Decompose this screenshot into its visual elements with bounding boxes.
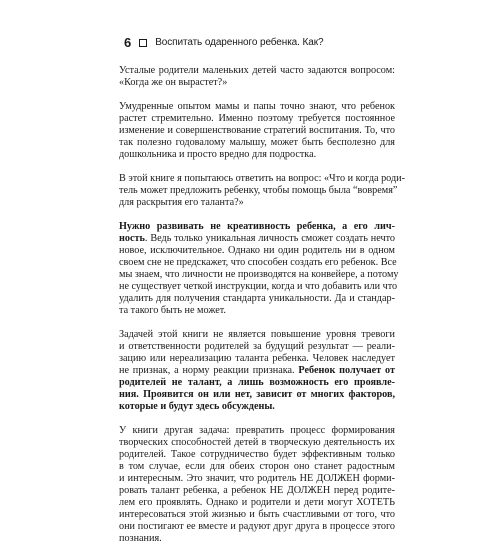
text-line: для раскрытия его таланта?» [119, 197, 244, 208]
paragraph-6 [119, 425, 395, 545]
text-line: растет стремительно. Именно поэтому требуется постоянное [119, 113, 395, 124]
paragraph-3 [119, 173, 406, 209]
text-line: ровать талант ребенка, а ребенок НЕ ДОЛЖЕН перед родите- [119, 485, 395, 496]
page-number: 6 [124, 35, 132, 50]
paragraph-1 [119, 65, 395, 89]
page-header [124, 36, 394, 50]
text-line: В этой книге я попытаюсь ответить на вопрос: «Что и когда роди- [119, 173, 406, 184]
text-line: Умудренные опытом мамы и папы точно знают, что ребенок [119, 101, 395, 112]
text-line: удалить для получения стандарта уникальности. Да и стандар- [119, 293, 395, 304]
bold-run: Ребенок получает от [298, 365, 395, 376]
text-line: не существует четкой инструкции, когда и что добавить или что [119, 281, 398, 292]
text-line [119, 233, 395, 245]
bold-text-line: родителей не талант, а лишь возможность его проявле- [119, 377, 395, 388]
square-bullet-icon [139, 39, 147, 47]
text-line: тель может предложить ребенку, чтобы помощь была “вовремя” [119, 185, 398, 196]
text-line: та такого быть не может. [119, 305, 226, 316]
text-line: Усталые родители маленьких детей часто задаются вопросом: [119, 65, 395, 76]
text-line: и интересным. Это значит, что родитель НЕ ДОЛЖЕН форми- [119, 473, 395, 484]
page-body [119, 65, 406, 557]
text-line: зацию или нереализацию таланта ребенка. Человек наследует [119, 353, 395, 364]
text-line: изменение и совершенствование стратегий воспитания. То, что [119, 125, 395, 136]
text-line: интересоваться этой жизнью и быть счастливыми от того, что [119, 509, 395, 520]
text-run: не признак, а норму реакции признака. [119, 365, 299, 376]
text-line: новое, исключительное. Однако ни один родитель ни в одном [119, 245, 395, 256]
text-line: У книги другая задача: превратить процесс формирования [119, 425, 395, 436]
text-line: и ответственности родителей за будущий результат — реали- [119, 341, 395, 352]
text-line [119, 365, 395, 377]
text-line: родителей. Такое сотрудничество будет эффективным только [119, 449, 395, 460]
bold-text-line: ния. Проявится он или нет, зависит от многих факторов, [119, 389, 395, 400]
text-line: они постигают ее вместе и радуют друг друга в процессе этого [119, 521, 395, 532]
text-line: «Когда же он вырастет?» [119, 77, 228, 88]
text-line: своем сне не предскажет, что способен создать его ребенок. Все [119, 257, 397, 268]
bold-run: ность [119, 233, 145, 244]
running-title: Воспитать одаренного ребенка. Как? [155, 37, 324, 48]
paragraph-4 [119, 221, 399, 317]
text-line: дошкольника и просто вредно для подростка. [119, 149, 317, 160]
text-line: лем его проявлять. Однако и родители и дети могут ХОТЕТЬ [119, 497, 395, 508]
bold-text-line: которые и будут здесь обсуждены. [119, 401, 275, 412]
paragraph-2 [119, 101, 395, 161]
text-line: мы знаем, что личности не производятся на конвейере, а потому [119, 269, 399, 280]
text-line: познания. [119, 533, 162, 544]
text-line: так полезно годовалому малышу, может быть бесполезно для [119, 137, 395, 148]
paragraph-5 [119, 329, 395, 413]
text-run: . Ведь только уникальная личность сможет создать нечто [144, 233, 395, 244]
bold-text-line: Нужно развивать не креативность ребенка, а его лич- [119, 221, 395, 232]
text-line: Задачей этой книги не является повышение уровня тревоги [119, 329, 395, 340]
text-line: творческих способностей детей в творческую деятельность их [119, 437, 395, 448]
text-line: в том случае, если для обеих сторон оно станет радостным [119, 461, 395, 472]
